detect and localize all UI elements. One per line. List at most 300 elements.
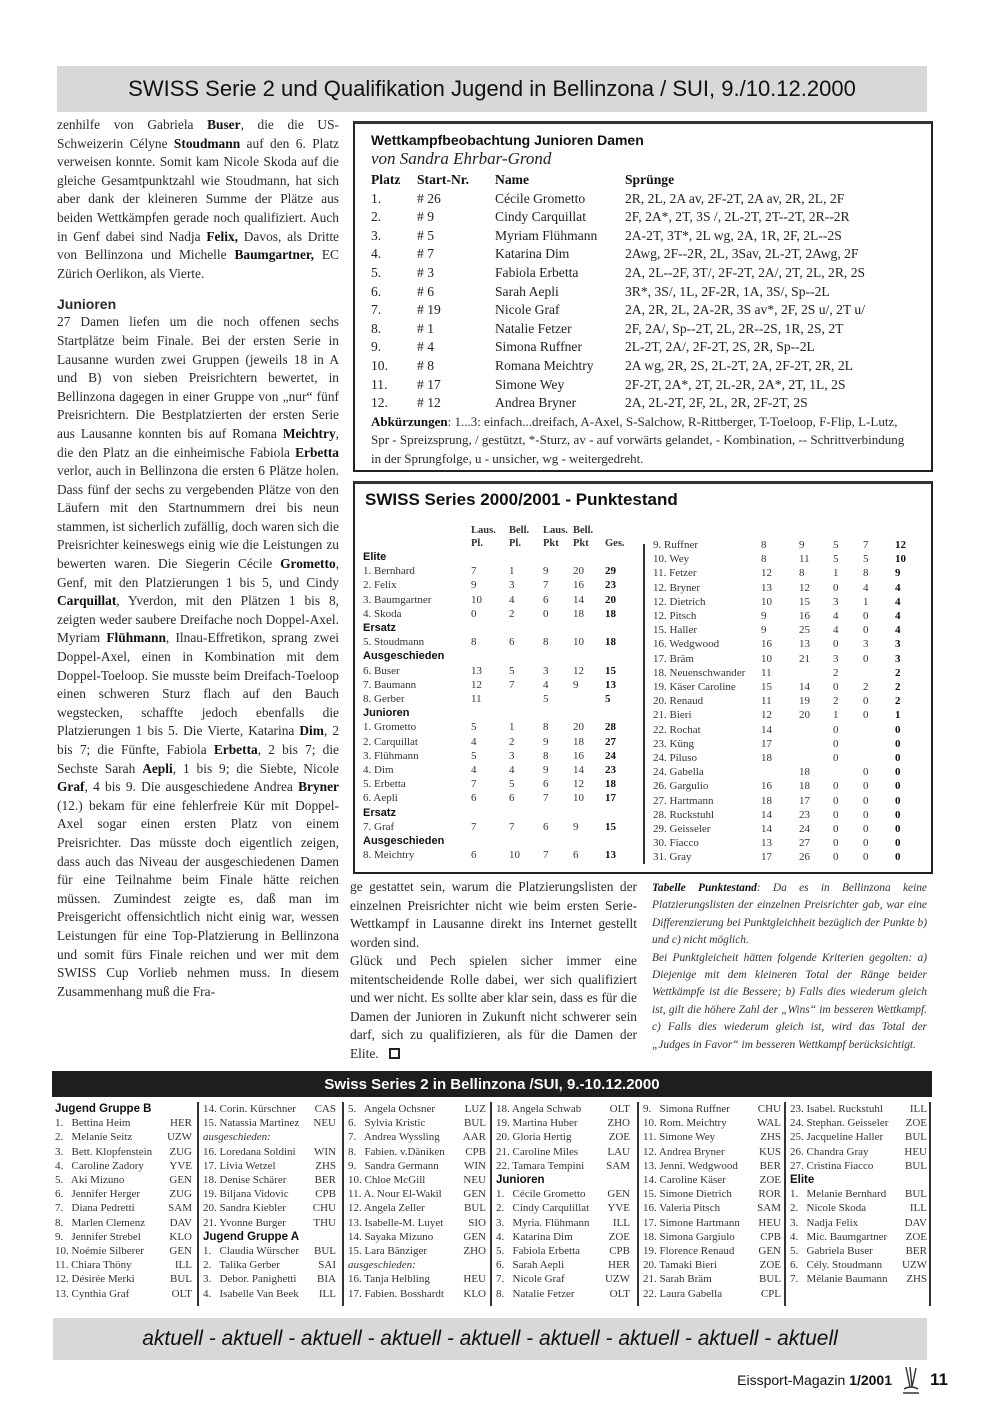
results-entry: [643, 1230, 781, 1244]
hdr-laus-pkt: Pkt: [543, 538, 559, 549]
score-cell: 7: [543, 849, 549, 862]
total-points: 1: [895, 709, 901, 722]
standings-row: [653, 566, 925, 580]
platz-cell: 9.: [371, 339, 382, 355]
club-code: BER: [314, 1174, 336, 1187]
skater-name: 4. Isabelle Van Beek: [203, 1287, 299, 1300]
score-cell: 10: [509, 849, 520, 862]
total-points: 0: [895, 752, 901, 765]
score-cell: 17: [761, 851, 772, 864]
results-entry: [790, 1159, 927, 1173]
jumps-row: [371, 301, 915, 320]
standings-row: [653, 595, 925, 609]
score-cell: 3: [509, 579, 515, 592]
score-cell: 12: [799, 581, 810, 594]
skater-name: 5. Gabriela Buser: [790, 1245, 873, 1258]
skater-name: 26. Gargulio: [653, 780, 709, 793]
club-code: ROR: [758, 1188, 781, 1201]
total-points: 15: [605, 664, 616, 677]
total-points: 4: [895, 624, 901, 637]
score-cell: 27: [799, 837, 810, 850]
score-cell: 11: [761, 666, 772, 679]
skater-name: 4. Mic. Baumgartner: [790, 1230, 888, 1243]
score-cell: 13: [471, 664, 482, 677]
skater-name: 21. Caroline Miles: [496, 1145, 579, 1158]
club-code: DAV: [904, 1216, 927, 1229]
hdr-bell-pl-top: Bell.: [509, 525, 530, 536]
score-cell: 13: [761, 581, 772, 594]
results-entry: [348, 1145, 486, 1159]
name-cell: Nicole Graf: [495, 302, 560, 318]
score-cell: 8: [471, 636, 477, 649]
results-entry: [55, 1159, 192, 1173]
results-entry: [496, 1201, 630, 1215]
score-cell: 0: [863, 766, 869, 779]
skater-name: 30. Fiacco: [653, 837, 699, 850]
name-cell: Katarina Dim: [495, 246, 570, 262]
skater-name: 13. Cynthia Graf: [55, 1287, 130, 1300]
skater-name: 3. Nadja Felix: [790, 1216, 859, 1229]
page-footer: [737, 1365, 948, 1395]
results-entry: [203, 1102, 336, 1116]
name-cell: Romana Meichtry: [495, 357, 594, 373]
score-cell: 7: [543, 579, 549, 592]
skater-name: 10. Wey: [653, 553, 690, 566]
standings-table-left: [363, 524, 635, 862]
skater-name: 18. Simona Gargiulo: [643, 1230, 735, 1243]
score-cell: 8: [543, 721, 549, 734]
skater-name: 4. Skoda: [363, 607, 402, 620]
results-entry: [496, 1287, 630, 1301]
page-title: SWISS Serie 2 und Qualifikation Jugend in Bellinzona / SUI, 9./10.12.2000: [128, 76, 856, 101]
skater-name: 5. Fabiola Erbetta: [496, 1245, 581, 1258]
club-code: ZOE: [759, 1259, 781, 1272]
results-entry: [790, 1230, 927, 1244]
column-divider: [197, 1102, 199, 1306]
magazine-name: Eissport-Magazin: [737, 1372, 846, 1388]
skater-name: 6. Sarah Aepli: [496, 1259, 565, 1272]
skater-name: 16. Valeria Pitsch: [643, 1202, 721, 1215]
score-cell: 4: [833, 610, 839, 623]
total-points: 17: [605, 792, 616, 805]
score-cell: 4: [509, 764, 515, 777]
score-cell: 20: [573, 721, 584, 734]
skater-name: 2. Melanie Seitz: [55, 1131, 133, 1144]
note-text2: Bei Punktgleicheit hätten folgende Kriterien gegolten: a) Diejenige mit dem kleineren Total der Ränge beider Wettkämpfe ist die Bessere; b) Falls dies wiederum gleich ist, gilt die höhere Zahl der „Wins“ im besseren Wettkampf. c) Falls dies wiederum gleich ist, wird das Total der „Judges in Favor“ im besseren Wettkampf berücksichtigt.: [652, 951, 927, 1051]
observation-title: Wettkampfbeobachtung Junioren Damen: [371, 132, 644, 148]
platz-cell: 12.: [371, 395, 388, 411]
skater-name: 1. Bernhard: [363, 565, 415, 578]
jumps-row: [371, 338, 915, 357]
results-entry: [55, 1116, 192, 1130]
jumps-row: [371, 264, 915, 283]
skater-name: 20. Renaud: [653, 695, 704, 708]
skater-name: 5. Angela Ochsner: [348, 1103, 436, 1115]
score-cell: 24: [799, 823, 810, 836]
club-code: HEU: [904, 1145, 927, 1158]
skater-name: 13. Jenni. Wedgwood: [643, 1159, 738, 1172]
total-points: 5: [605, 693, 611, 706]
skater-name: 7. Mélanie Baumann: [790, 1273, 888, 1286]
total-points: 0: [895, 794, 901, 807]
skater-name: 21. Bieri: [653, 709, 692, 722]
score-cell: 13: [799, 638, 810, 651]
skater-name: 14. Sayaka Mizuno: [348, 1230, 434, 1243]
start-nr-cell: # 9: [417, 209, 434, 225]
skater-name: 2. Felix: [363, 579, 397, 592]
skater-name: 3. Flühmann: [363, 749, 419, 762]
skater-name: 3. Debor. Panighetti: [203, 1273, 297, 1286]
platz-cell: 7.: [371, 302, 382, 318]
score-cell: 3: [863, 638, 869, 651]
score-cell: 9: [543, 764, 549, 777]
total-points: 2: [895, 666, 901, 679]
skater-name: 7. Nicole Graf: [496, 1273, 565, 1286]
skater-name: 12. Angela Zeller: [348, 1202, 425, 1215]
score-cell: 9: [761, 624, 767, 637]
club-code: NEU: [313, 1117, 336, 1130]
score-cell: 9: [761, 610, 767, 623]
score-cell: 16: [761, 638, 772, 651]
standings-row: [653, 737, 925, 751]
score-cell: 7: [509, 820, 515, 833]
column-divider: [342, 1102, 344, 1306]
standings-row: [363, 777, 635, 791]
results-entry: [790, 1258, 927, 1272]
jumps-row: [371, 376, 915, 395]
score-cell: 10: [471, 593, 482, 606]
skater-name: 16. Tanja Helbling: [348, 1273, 430, 1286]
standings-row: [653, 552, 925, 566]
hdr-bell-pl: Pl.: [509, 538, 521, 549]
results-entry: [790, 1244, 927, 1258]
spruenge-cell: 2Awg, 2F--2R, 2L, 3Sav, 2L-2T, 2Awg, 2F: [625, 246, 859, 262]
score-cell: 0: [863, 695, 869, 708]
club-code: ZOE: [608, 1131, 630, 1144]
club-code: BIA: [317, 1273, 336, 1286]
standings-section: [363, 649, 635, 663]
col-header-name: Name: [495, 172, 529, 187]
section-heading-junioren: Junioren: [57, 296, 117, 313]
results-subheading: ausgeschieden:: [203, 1131, 271, 1144]
skater-name: 11. Fetzer: [653, 567, 697, 580]
club-code: BUL: [905, 1188, 927, 1201]
article-body: 27 Damen liefen um die noch offenen sechs Startplätze beim Finale. Bei der ersten Serie in Lausanne wurden zwei Gruppen (jeweils 18 in A und B) von sieben Preisrichtern bewertet, in Bellinzona dagegen in einer Gruppe von „nur“ fünf Preisrichtern. Die Bestplatzierten der ersten Serie aus Lausanne konnten bis auf Romana Meichtry, die den Platz an die einheimische Fabiola Erbetta verlor, auch in Bellinzona die ersten 6 Plätze holen. Dass fünf der sechs zu vergebenden Plätze von den Läufern mit den Startnummern drei bis neun stammen, ist sicherlich zufällig, doch waren sich die Preisrichter keineswegs einig wie die Leistungen zu bewerten waren. Die Siegerin Cécile Grometto, Genf, mit den Platzierungen 1 bis 5, und Cindy Carquillat, Yverdon, mit den Plätzen 1 bis 8, zeigten weder saubere Dreifache noch Doppel-Axel. Myriam Flühmann, Ilnau-Effretikon, sprang zwei Doppel-Axel, einen in Kombination mit dem Doppel-Toeloop. Sie musste beim Dreifach-Toeloop einen schweren Sturz flach auf den Bauch wegstecken, schaffte jedoch ebenfalls die Platzierungen 1 bis 5. Die Vierte, Katarina Dim, 2 bis 7; die Fünfte, Fabiola Erbetta, 2 bis 7; die Sechste Sarah Aepli, 1 bis 9; die Siebte, Nicole Graf, 4 bis 9. Die ausgeschiedene Andrea Bryner (12.) bekam für eine fehlerfreie Kür mit Doppel-Axel sogar einen ersten Platz von einem Preisrichter. Das müsste doch eigentlich zeigen, dass auch das Niveau der ausgeschiedenen Damen für eine Teilnahme beim Finale hätte reichen müssen. Zumindest zeigte es, daß man im Preisgericht offensichtlich nicht einig war, wessen Leistungen für eine Top-Platzierung in Bellinzona und somit fürs Finale reichen und wer mit dem SWISS Cup Vorlieb nehmen muss. In diesem Zusammenhang muß die Fra-: [57, 314, 340, 999]
score-cell: 0: [863, 794, 869, 807]
score-cell: 16: [573, 579, 584, 592]
score-cell: 0: [471, 607, 477, 620]
skater-name: 1. Melanie Bernhard: [790, 1188, 887, 1201]
score-cell: 13: [761, 837, 772, 850]
results-entry: [790, 1130, 927, 1144]
skater-name: 7. Andrea Wyssling: [348, 1131, 440, 1144]
total-points: 4: [895, 581, 901, 594]
skater-name: 17. Bräm: [653, 652, 694, 665]
standings-row: [363, 593, 635, 607]
results-entry: [55, 1130, 192, 1144]
standings-row: [653, 694, 925, 708]
score-cell: [799, 723, 833, 737]
score-cell: 16: [799, 610, 810, 623]
results-entry: [203, 1159, 336, 1173]
bold-name: Erbetta: [213, 742, 258, 757]
results-entry: [348, 1102, 486, 1116]
name-cell: Simone Wey: [495, 376, 565, 392]
standings-row: [653, 581, 925, 595]
club-code: ZUG: [169, 1188, 192, 1201]
total-points: 0: [895, 837, 901, 850]
club-code: HEU: [463, 1273, 486, 1286]
spruenge-cell: 2A, 2L-2T, 2F, 2L, 2R, 2F-2T, 2S: [625, 395, 808, 411]
results-entry: [348, 1216, 486, 1230]
score-cell: 1: [509, 565, 515, 578]
start-nr-cell: # 7: [417, 246, 434, 262]
score-cell: 2: [509, 735, 515, 748]
score-cell: 1: [833, 709, 839, 722]
standings-table-right: [653, 538, 925, 865]
club-code: GEN: [463, 1188, 486, 1201]
skater-name: 1. Claudia Würscher: [203, 1245, 300, 1258]
skater-name: 21. Yvonne Burger: [203, 1216, 286, 1229]
skater-name: 19. Käser Caroline: [653, 681, 736, 694]
score-cell: [573, 692, 605, 706]
results-entry: [643, 1258, 781, 1272]
standings-box: [353, 481, 933, 874]
score-cell: 1: [863, 595, 869, 608]
score-cell: 1: [509, 721, 515, 734]
skater-name: 9. Jennifer Strebel: [55, 1230, 141, 1243]
column-divider: [643, 544, 645, 864]
spruenge-cell: 2A-2T, 3T*, 2L wg, 2A, 1R, 2F, 2L--2S: [625, 227, 842, 243]
skater-name: 16. Wedgwood: [653, 638, 720, 651]
skater-name: 5. Aki Mizuno: [55, 1174, 125, 1187]
standings-row: [653, 765, 925, 779]
club-code: ZOE: [905, 1117, 927, 1130]
results-entry: [348, 1272, 486, 1286]
score-cell: 14: [761, 823, 772, 836]
club-code: HEU: [758, 1216, 781, 1229]
score-cell: 0: [863, 780, 869, 793]
score-cell: 12: [761, 709, 772, 722]
score-cell: 4: [833, 624, 839, 637]
score-cell: [833, 765, 863, 779]
total-points: 9: [895, 567, 901, 580]
score-cell: 6: [543, 778, 549, 791]
section-label: Junioren: [363, 707, 410, 720]
score-cell: 11: [799, 553, 810, 566]
club-code: CPB: [315, 1188, 336, 1201]
skater-name: 1. Bettina Heim: [55, 1117, 131, 1130]
total-points: 28: [605, 721, 616, 734]
score-cell: [863, 666, 895, 680]
score-cell: 7: [471, 565, 477, 578]
score-cell: 9: [799, 539, 805, 551]
skater-name: 11. Simone Wey: [643, 1131, 716, 1144]
skater-name: 18. Denise Schärer: [203, 1174, 287, 1187]
standings-row: [363, 720, 635, 734]
start-nr-cell: # 3: [417, 264, 434, 280]
score-cell: [799, 751, 833, 765]
hdr-laus-pl-top: Laus.: [471, 525, 496, 536]
col-header-platz: Platz: [371, 172, 401, 187]
bold-name: Dim: [299, 723, 324, 739]
score-cell: 4: [863, 581, 869, 594]
score-cell: [863, 737, 895, 751]
score-cell: 5: [863, 553, 869, 566]
score-cell: 5: [471, 721, 477, 734]
results-entry: [203, 1201, 336, 1215]
score-cell: 7: [471, 778, 477, 791]
score-cell: 3: [509, 749, 515, 762]
score-cell: 6: [509, 636, 515, 649]
score-cell: 4: [543, 678, 549, 691]
results-entry: [348, 1116, 486, 1130]
score-cell: [863, 723, 895, 737]
start-nr-cell: # 5: [417, 227, 434, 243]
results-entry: [790, 1187, 927, 1201]
score-cell: 8: [863, 567, 869, 580]
results-entry: [496, 1116, 630, 1130]
score-cell: 12: [471, 678, 482, 691]
club-code: CPL: [760, 1287, 781, 1300]
skater-name: 12. Pitsch: [653, 610, 697, 623]
standings-row: [653, 836, 925, 850]
score-cell: 15: [761, 681, 772, 694]
club-code: YVE: [169, 1159, 192, 1172]
start-nr-cell: # 17: [417, 376, 441, 392]
score-cell: 1: [833, 567, 839, 580]
platz-cell: 10.: [371, 357, 388, 373]
club-code: SAM: [606, 1159, 630, 1172]
score-cell: 10: [761, 652, 772, 665]
club-code: UZW: [901, 1259, 927, 1272]
results-entry: [348, 1173, 486, 1187]
skater-name: 4. Dim: [363, 764, 394, 777]
club-code: BUL: [314, 1245, 336, 1258]
results-entry: [203, 1187, 336, 1201]
total-points: 4: [895, 595, 901, 608]
hdr-ges: Ges.: [605, 538, 625, 549]
spruenge-cell: 3R*, 3S/, 1L, 2F-2R, 1A, 3S/, Sp--2L: [625, 283, 830, 299]
standings-row: [363, 692, 635, 706]
club-code: CPB: [609, 1245, 630, 1258]
club-code: BUL: [464, 1202, 486, 1215]
total-points: 27: [605, 735, 616, 748]
start-nr-cell: # 4: [417, 339, 434, 355]
score-cell: 14: [573, 764, 584, 777]
skater-name: 15. Simone Dietrich: [643, 1188, 732, 1201]
skater-name: 20. Sandra Kiebler: [203, 1202, 286, 1215]
skater-name: 21. Sarah Bräm: [643, 1273, 712, 1286]
observation-author: von Sandra Ehrbar-Grond: [371, 149, 552, 168]
start-nr-cell: # 6: [417, 283, 434, 299]
club-code: OLT: [609, 1103, 630, 1115]
hdr-bell-pkt-top: Bell.: [573, 525, 594, 536]
skater-name: 10. Noémie Silberer: [55, 1245, 144, 1258]
skater-name: 27. Hartmann: [653, 794, 714, 807]
score-cell: [509, 692, 543, 706]
score-cell: 0: [863, 624, 869, 637]
score-cell: 7: [509, 678, 515, 691]
results-entry: [203, 1173, 336, 1187]
club-code: ILL: [318, 1287, 336, 1300]
bold-name: Felix,: [206, 228, 238, 244]
score-cell: 0: [863, 823, 869, 836]
score-cell: 19: [799, 695, 810, 708]
score-cell: 6: [471, 792, 477, 805]
spruenge-cell: 2F, 2A*, 2T, 3S /, 2L-2T, 2T--2T, 2R--2R: [625, 209, 850, 225]
skater-name: 23. Küng: [653, 737, 694, 750]
total-points: 0: [895, 780, 901, 793]
results-entry: [55, 1216, 192, 1230]
results-column: [348, 1102, 486, 1301]
name-cell: Myriam Flühmann: [495, 227, 598, 243]
spruenge-cell: 2F-2T, 2A*, 2T, 2L-2R, 2A*, 2T, 1L, 2S: [625, 376, 846, 392]
score-cell: 5: [509, 778, 515, 791]
skater-name: 4. Katarina Dim: [496, 1230, 573, 1243]
bold-name: Baumgartner,: [234, 247, 314, 263]
results-entry: [790, 1145, 927, 1159]
club-code: BUL: [464, 1117, 486, 1130]
standings-row: [653, 850, 925, 864]
jumps-row: [371, 283, 915, 302]
score-cell: 0: [863, 652, 869, 665]
standings-row: [363, 678, 635, 692]
score-cell: 16: [573, 749, 584, 762]
club-code: BUL: [905, 1131, 927, 1144]
standings-row: [653, 666, 925, 680]
article-intro: zenhilfe von Gabriela Buser, die die US-Schweizerin Célyne Stoudmann auf den 6. Platz verweisen konnte. Somit kam Nicole Skoda auf die gleiche Gesamtpunktzahl wie Stoudmann, hat sich aber dank der kleineren Summe der Plätze aus beiden Wettkämpfen gerade noch qualifiziert. Auch in Genf dabei sind Nadja Felix, Davos, als Dritte von Bellinzona und Michelle Baumgartner, EC Zürich Oerlikon, als Vierte.: [57, 117, 339, 281]
results-entry: [790, 1201, 927, 1215]
club-code: BUL: [170, 1273, 192, 1286]
club-code: KUS: [758, 1145, 781, 1158]
standings-row: [363, 735, 635, 749]
score-cell: 0: [863, 837, 869, 850]
score-cell: 26: [799, 851, 810, 864]
skater-name: 2. Carquillat: [363, 735, 418, 748]
score-cell: 17: [761, 737, 772, 750]
results-column: [643, 1102, 781, 1301]
score-cell: 23: [799, 808, 810, 821]
club-code: GEN: [169, 1245, 192, 1258]
bold-name: Aepli: [142, 760, 173, 776]
score-cell: 10: [761, 595, 772, 608]
total-points: 23: [605, 579, 616, 592]
standings-row: [653, 751, 925, 765]
total-points: 23: [605, 764, 616, 777]
hdr-laus-pkt-top: Laus.: [543, 525, 568, 536]
score-cell: 9: [573, 678, 579, 691]
skater-name: 14. Corin. Kürschner: [203, 1103, 296, 1115]
standings-row: [653, 652, 925, 666]
score-cell: 5: [509, 664, 515, 677]
club-code: ILL: [909, 1103, 927, 1115]
score-cell: 18: [573, 735, 584, 748]
total-points: 20: [605, 593, 616, 606]
spruenge-cell: 2F, 2A/, Sp--2T, 2L, 2R--2S, 1R, 2S, 2T: [625, 320, 844, 336]
platz-cell: 6.: [371, 283, 382, 299]
bold-name: Flühmann: [106, 630, 166, 646]
hdr-bell-pkt: Pkt: [573, 538, 589, 549]
score-cell: 0: [833, 638, 839, 651]
results-entry: [55, 1244, 192, 1258]
issue: 1/2001: [849, 1372, 893, 1388]
score-cell: 9: [573, 820, 579, 833]
skater-name: 2. Nicole Skoda: [790, 1202, 867, 1215]
skater-name: 15. Lara Bänziger: [348, 1245, 428, 1258]
skater-name: 22. Rochat: [653, 723, 701, 736]
score-cell: 9: [543, 565, 549, 578]
